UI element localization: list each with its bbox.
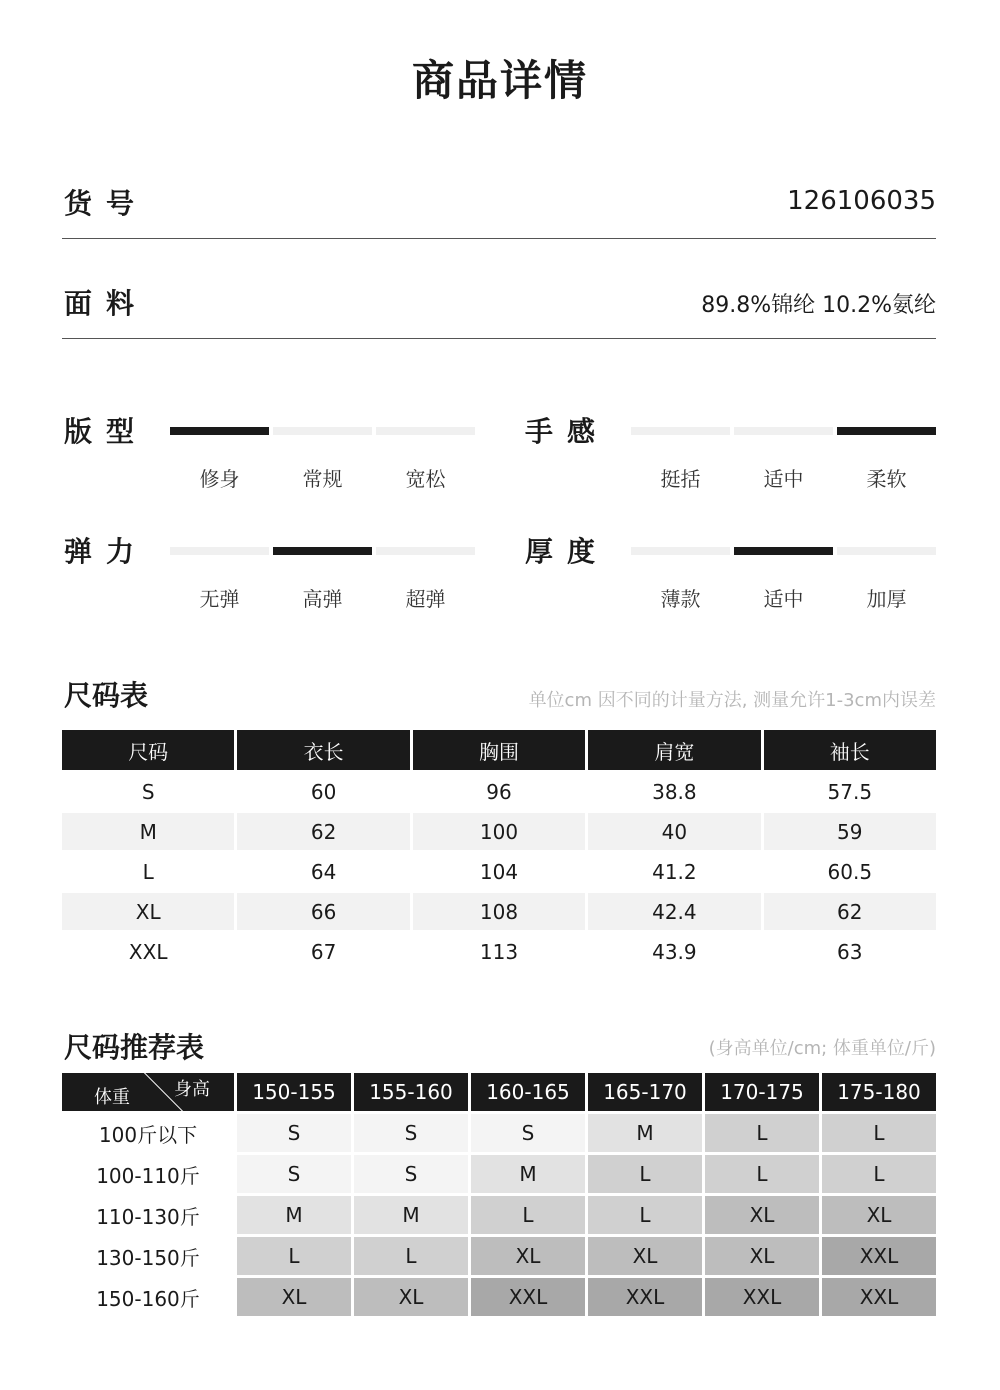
attribute-scale (170, 547, 475, 611)
weight-row-header: 150-160斤 (62, 1278, 234, 1316)
weight-row-header: 100斤以下 (62, 1114, 234, 1152)
table-row (62, 933, 936, 970)
scale-segment (734, 427, 833, 435)
corner-header (62, 1073, 234, 1111)
size-cell: L (354, 1237, 468, 1275)
column-header: 尺码 (62, 730, 234, 770)
size-cell: XL (705, 1196, 819, 1234)
size-cell: S (237, 1155, 351, 1193)
size-chart-table (59, 727, 939, 973)
attribute-hand-feel (523, 410, 935, 490)
size-cell: S (354, 1155, 468, 1193)
column-header: 肩宽 (588, 730, 760, 770)
size-cell: XL (471, 1237, 585, 1275)
size-cell: L (705, 1155, 819, 1193)
size-cell: XL (237, 1278, 351, 1316)
size-cell: XL (822, 1196, 936, 1234)
size-chart-note: 单位cm 因不同的计量方法, 测量允许1-3cm内误差 (528, 690, 936, 711)
weight-row-header: 130-150斤 (62, 1237, 234, 1275)
table-row (62, 1114, 936, 1152)
table-cell: 104 (479, 859, 519, 884)
attribute-label: 手感 (525, 415, 610, 448)
size-cell: S (237, 1114, 351, 1152)
table-cell: 41.2 (652, 859, 697, 884)
attribute-fit (62, 410, 474, 490)
column-header: 155-160 (354, 1073, 468, 1111)
size-cell: XL (705, 1237, 819, 1275)
size-cell: M (471, 1155, 585, 1193)
size-cell: XXL (471, 1278, 585, 1316)
column-header: 170-175 (705, 1073, 819, 1111)
table-cell: 60.5 (827, 859, 873, 884)
table-cell: 62 (237, 813, 409, 850)
scale-segment (273, 547, 372, 555)
scale-option: 修身 (199, 467, 240, 491)
table-cell: 67 (310, 939, 337, 964)
attribute-thickness (523, 530, 935, 610)
size-cell: M (354, 1196, 468, 1234)
scale-segment (273, 427, 372, 435)
attribute-scale (631, 427, 936, 491)
table-cell: 100 (413, 813, 585, 850)
table-cell: 62 (764, 893, 936, 930)
size-cell: S (471, 1114, 585, 1152)
size-cell: L (588, 1155, 702, 1193)
scale-option: 无弹 (199, 587, 240, 611)
scale-segment (631, 547, 730, 555)
table-cell: 108 (413, 893, 585, 930)
scale-segment (837, 427, 936, 435)
weight-row-header: 110-130斤 (62, 1196, 234, 1234)
table-cell: 40 (588, 813, 760, 850)
table-row (62, 773, 936, 810)
table-cell: 63 (837, 939, 863, 964)
table-cell: 38.8 (652, 779, 697, 804)
size-recommend-table (59, 1070, 939, 1319)
recommend-header-row (62, 1073, 936, 1111)
fabric-row (62, 238, 936, 339)
scale-segment (170, 547, 269, 555)
table-cell: 96 (486, 779, 512, 804)
recommend-chart-title: 尺码推荐表 (64, 1031, 205, 1064)
size-cell: XL (588, 1237, 702, 1275)
table-row (62, 1237, 936, 1275)
scale-option: 常规 (302, 467, 343, 491)
scale-segment (837, 547, 936, 555)
attribute-label: 弹力 (64, 535, 149, 568)
scale-segment (631, 427, 730, 435)
size-cell: L (822, 1155, 936, 1193)
size-cell: L (822, 1114, 936, 1152)
item-number-row (62, 138, 936, 239)
table-cell: 60 (310, 779, 337, 804)
scale-segment (734, 547, 833, 555)
attribute-label: 厚度 (525, 535, 610, 568)
page-title: 商品详情 (411, 56, 588, 105)
size-cell: M (237, 1196, 351, 1234)
table-row (62, 1278, 936, 1316)
table-cell: M (62, 813, 234, 850)
size-cell: S (354, 1114, 468, 1152)
table-cell: 64 (310, 859, 337, 884)
size-cell: XL (354, 1278, 468, 1316)
scale-option: 加厚 (866, 587, 907, 611)
column-header: 175-180 (822, 1073, 936, 1111)
size-cell: L (705, 1114, 819, 1152)
weight-row-header: 100-110斤 (62, 1155, 234, 1193)
table-cell: 66 (237, 893, 409, 930)
table-cell: 59 (764, 813, 936, 850)
column-header: 衣长 (237, 730, 409, 770)
scale-segment (376, 427, 475, 435)
table-cell: XL (62, 893, 234, 930)
recommend-chart-note: (身高单位/cm; 体重单位/斤) (708, 1038, 936, 1059)
fabric-label: 面料 (64, 287, 149, 320)
size-cell: L (588, 1196, 702, 1234)
scale-option: 适中 (763, 467, 804, 491)
scale-segment (170, 427, 269, 435)
item-number-value: 126106035 (787, 186, 936, 216)
scale-option: 高弹 (302, 587, 343, 611)
attribute-elasticity (62, 530, 474, 610)
height-axis-label: 身高 (174, 1079, 210, 1100)
scale-segment (376, 547, 475, 555)
scale-option: 宽松 (405, 467, 446, 491)
attribute-scale (631, 547, 936, 611)
table-row (62, 813, 936, 850)
size-chart-title: 尺码表 (64, 679, 149, 712)
table-row (62, 893, 936, 930)
size-cell: L (471, 1196, 585, 1234)
size-cell: XXL (822, 1278, 936, 1316)
table-row (62, 1155, 936, 1193)
table-cell: 113 (479, 939, 519, 964)
table-cell: 43.9 (652, 939, 697, 964)
fabric-value: 89.8%锦纶 10.2%氨纶 (701, 293, 936, 318)
attribute-scale (170, 427, 475, 491)
attribute-label: 版型 (64, 415, 149, 448)
scale-option: 适中 (763, 587, 804, 611)
table-cell: 42.4 (588, 893, 760, 930)
weight-axis-label: 体重 (94, 1087, 130, 1108)
size-cell: L (237, 1237, 351, 1275)
column-header: 胸围 (413, 730, 585, 770)
item-number-label: 货号 (64, 187, 149, 220)
table-row (62, 853, 936, 890)
table-cell: XXL (128, 939, 168, 964)
table-row (62, 1196, 936, 1234)
scale-option: 超弹 (405, 587, 446, 611)
size-cell: XXL (705, 1278, 819, 1316)
scale-option: 柔软 (866, 467, 907, 491)
scale-option: 薄款 (660, 587, 701, 611)
table-cell: S (141, 779, 155, 804)
scale-option: 挺括 (660, 467, 701, 491)
column-header: 160-165 (471, 1073, 585, 1111)
table-cell: 57.5 (827, 779, 873, 804)
size-chart-header-row (62, 730, 936, 770)
column-header: 150-155 (237, 1073, 351, 1111)
size-cell: M (588, 1114, 702, 1152)
size-cell: XXL (822, 1237, 936, 1275)
table-cell: L (142, 859, 154, 884)
size-cell: XXL (588, 1278, 702, 1316)
column-header: 165-170 (588, 1073, 702, 1111)
column-header: 袖长 (764, 730, 936, 770)
